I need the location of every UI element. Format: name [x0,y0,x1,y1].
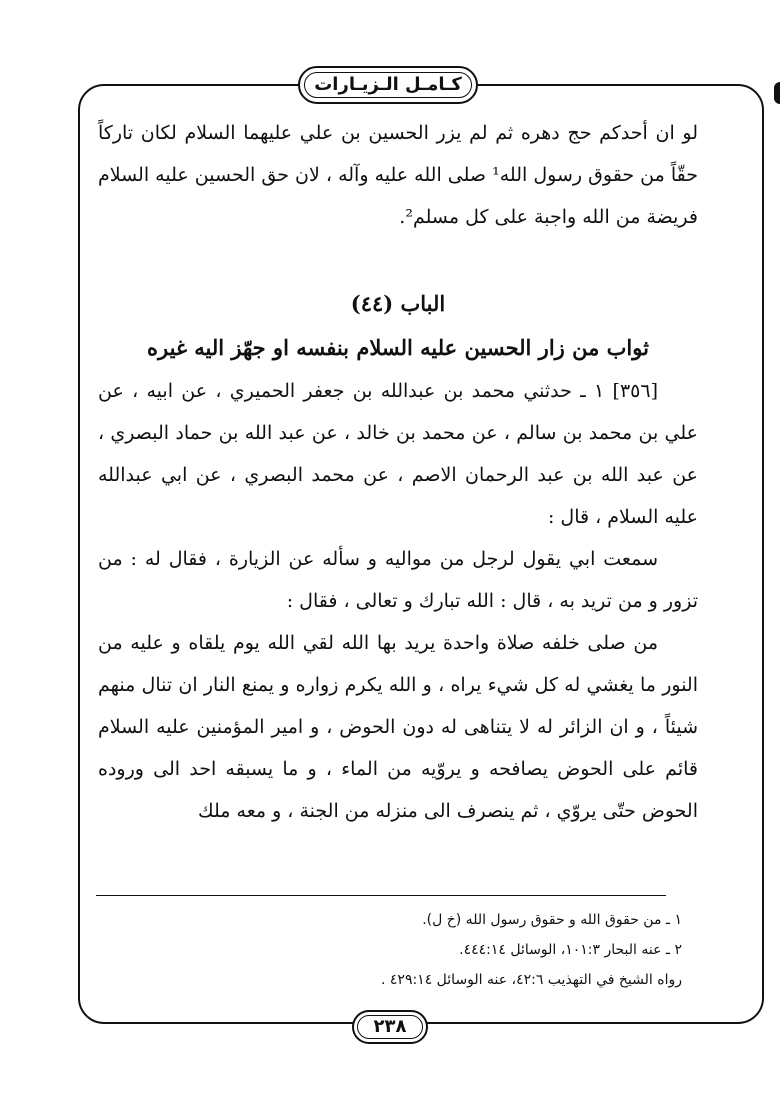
intro-paragraph: لو ان أحدكم حج دهره ثم لم يزر الحسين بن علي عليهما السلام لكان تاركاً حقّاً من حقوق رسول الله¹ صلى الله عليه وآله ، لان حق الحسين عليه السلام فريضة من الله واجبة على كل مسلم². [98,122,698,228]
hadith-chain-paragraph: [٣٥٦] ١ ـ حدثني محمد بن عبدالله بن جعفر الحميري ، عن ابيه ، عن علي بن محمد بن سالم ، عن محمد بن خالد ، عن عبد الله بن حماد البصري ، عن عبد الله بن عبد الرحمان الاصم ، عن محمد البصري ، عن ابي عبدالله عليه السلام ، قال : [98,380,698,528]
chapter-title: ثواب من زار الحسين عليه السلام بنفسه او جهّز اليه غيره [147,335,649,360]
footnote-2: ٢ ـ عنه البحار ١٠١:٣، الوسائل ٤٤٤:١٤. [459,942,682,958]
text-paragraph: سمعت ابي يقول لرجل من مواليه و سأله عن الزيارة ، فقال له : من تزور و من تريد به ، قال : الله تبارك و تعالى ، فقال : [98,548,698,612]
footnotes [98,905,682,995]
page-edge-mark [774,82,780,104]
page-number-text: ٢٣٨ [373,1016,407,1037]
running-header-title: كـامـل الـزيـارات [314,74,462,95]
footnote-divider [96,895,666,896]
page-number [352,1010,428,1044]
text-paragraph: من صلى خلفه صلاة واحدة يريد بها الله لقي الله يوم يلقاه و عليه من النور ما يغشي له كل شيء يراه ، و الله يكرم زواره و يمنع النار ان تنال منهم شيئاً ، و ان الزائر له لا يتناهى له دون الحوض ، و امير المؤمنين عليه السلام قائم على الحوض يصافحه و يروّيه من الماء ، و ما يسبقه احد الى وروده الحوض حتّى يروّي ، ثم ينصرف الى منزله من الجنة ، و معه ملك [98,632,698,822]
running-header [298,66,478,104]
footnote-3: رواه الشيخ في التهذيب ٤٢:٦، عنه الوسائل ٤٢٩:١٤ . [381,972,682,988]
footnote-1: ١ ـ من حقوق الله و حقوق رسول الله (خ ل). [422,912,682,928]
chapter-number: الباب (٤٤) [350,291,446,316]
main-text [98,112,698,832]
